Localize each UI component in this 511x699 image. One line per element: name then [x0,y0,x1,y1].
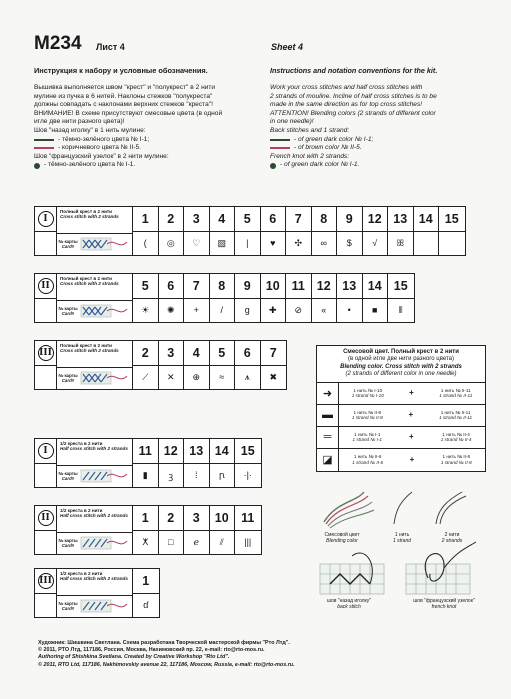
backstitch-brown-line [34,144,264,153]
floss-number: 11 [286,274,311,299]
card-label-ru: № карты [58,373,78,379]
symbol-cell [261,274,287,322]
roman-numeral: I [38,211,54,227]
text-line: - of green dark color № I-1. [280,161,360,169]
strand-a-ru: 1 нить № II-8 [353,409,382,415]
floss-number: 9 [235,274,260,299]
symbol-cell [363,274,389,322]
floss-number: 15 [388,274,414,299]
legend-en: Half cross stitch with 2 strands [60,446,128,452]
blend-symbol-icon: ▬ [317,405,339,426]
symbol-cell [235,341,261,389]
plus-sign: + [409,388,414,398]
symbol-cell [312,207,338,255]
chart-symbol-icon: ⩚ [244,371,250,382]
symbol-cell [235,274,261,322]
symbol-cell [133,506,159,554]
blend-sub-ru: (в одной игле две нити разного цвета) [348,356,454,363]
text-line: ВНИМАНИЕ! В схеме присутствуют смесовые цвета (в одной [34,109,223,117]
chart-symbol-icon: ⁞ [194,470,198,481]
roman-column [35,569,57,617]
kit-code: M234 [34,33,82,54]
roman-column [35,439,57,487]
strand-a-ru: 1 нить № II-6 [353,454,382,460]
floss-number: 12 [159,439,184,464]
roman-column [35,341,57,389]
chart-symbol-icon: $ [346,238,352,249]
floss-number: 5 [210,341,235,366]
chart-symbol-icon: ⊘ [294,304,303,315]
text-line: Шов "назад иголку" в 1 нить мулине: [34,126,146,134]
one-strand-label [382,532,422,544]
text-line: Шов "французский узелок" в 2 нити мулине: [34,152,169,160]
floss-number: 15 [439,207,465,232]
label-en: 2 strands [441,538,463,544]
strand-b-ru: 1 нить № II-11 [440,409,471,415]
brown-swatch [270,147,290,149]
chart-symbol-icon: ꝫ [168,470,174,481]
chart-symbol-icon [439,232,465,256]
chart-symbol-icon: / [220,305,223,316]
legend-ru: Полный крест в 2 нити [60,343,112,348]
chart-symbol-icon: ꕥ [396,237,405,248]
blend-title-ru: Смесовой цвет. Полный крест в 2 нити [343,349,459,355]
floss-number: 15 [235,439,261,464]
chart-symbol-icon: ꞃ [218,469,225,480]
legend-en: Half cross stitch with 2 strands [60,513,128,519]
symbol-cell [184,439,210,487]
chart-symbol-icon: ·|· [243,470,252,481]
floss-number: 13 [388,207,413,232]
legend-column [57,207,133,255]
legend-en: Cross stitch with 2 strands [60,281,119,287]
legend-ru: 1/2 креста в 2 нити [60,571,103,576]
one-strand-icon [394,492,412,524]
chart-symbol-icon: ⫽ [219,536,224,547]
roman-numeral: II [38,278,54,294]
floss-number: 3 [159,341,184,366]
footer-line: © 2011, RTO Ltd, 117186, Nakhimovskiy avenue 22, 117186, Moscow, Russia, e-mail: rto@rto-mos.ru. [38,661,295,668]
legend-ru: 1/2 креста в 2 нити [60,441,103,446]
floss-number: 9 [337,207,362,232]
symbol-cell [337,207,363,255]
footer-line: Художник: Шишкина Светлана. Схема разработана Творческой мастерской фирмы "Рто Лтд". [38,640,290,646]
strand-b-en: 1 strand № II-11 [439,415,473,421]
footer [38,640,295,669]
text-line: - коричневого цвета № II-5. [58,144,141,152]
legend-en: Cross stitch with 2 strands [60,348,119,354]
blend-row [317,449,485,471]
floss-number: 3 [184,207,209,232]
legend-en: Half cross stitch with 2 strands [60,576,128,582]
backstitch-label [306,598,392,610]
strand-b-ru: 1 нить № II-8 [442,454,471,460]
symbol-table-half-III [34,568,160,618]
strand-a-en: 1 strand № I-1 [352,437,382,443]
chart-symbol-icon: ⦀ [398,304,403,315]
text-line: Back stitches and 1 strand: [270,126,350,134]
label-ru: 2 нити [444,532,460,538]
symbol-table-full-II [34,273,415,323]
symbol-cell [439,207,465,255]
floss-number: 6 [235,341,260,366]
chart-symbol-icon: □ [168,537,174,548]
backstitch-green-line [34,136,264,145]
floss-number: 2 [159,207,184,232]
symbol-cell [133,439,159,487]
blend-symbol-icon: ◪ [317,449,339,471]
floss-number: 7 [184,274,209,299]
strand-b-ru: 1 нить № II-4 [442,431,470,437]
card-label-en: Card# [61,606,75,612]
fabric-grid-backstitch [320,564,384,594]
text-line: - of green dark color № I-1; [294,135,374,143]
label-ru: шов "французский узелок" [413,598,475,604]
chart-symbol-icon: ℯ [193,536,199,547]
text-line: ATTENTION! Blending colors (2 strands of different color [270,109,436,117]
strand-a-en: 1 strand № II-8 [351,415,383,421]
footer-line: © 2011, РТО Лтд, 117186, Россия, Москва, Нахимовский пр. 22, e-mail: rto@rto-mos.ru. [38,647,265,654]
chart-symbol-icon: • [347,305,351,316]
floss-number: 4 [184,341,209,366]
symbol-cell [235,506,261,554]
blend-row [317,405,485,427]
chart-symbol-icon: ■ [372,305,378,316]
symbol-cell [184,207,210,255]
knot-line [34,161,264,170]
text-line: - of brown color № II-5. [294,144,362,152]
text-line: мулине из пучка в 6 нитей. Наклоны стежков "полукреста" [34,92,213,100]
green-swatch [34,139,54,141]
floss-number: 14 [363,274,388,299]
label-en: back stitch [337,604,361,610]
chart-symbol-icon: ⵅ [142,536,149,547]
text-line: in one needle)! [270,118,314,126]
floss-number: 8 [312,207,337,232]
stitch-sample-icon [79,596,129,616]
chart-symbol-icon: « [321,305,327,316]
roman-numeral: I [38,443,54,459]
symbol-cell [159,439,185,487]
stitch-sample-icon [79,466,129,486]
legend-column [57,506,133,554]
roman-column [35,207,57,255]
symbol-cell [210,439,236,487]
symbol-cell [184,341,210,389]
knot-dot-icon [34,163,40,169]
plus-sign: + [409,432,414,442]
floss-number: 3 [184,506,209,531]
floss-number: 5 [235,207,260,232]
chart-symbol-icon: | [246,238,249,249]
green-swatch [270,139,290,141]
legend-en: Cross stitch with 2 strands [60,214,119,220]
stitch-sample-icon [79,234,129,254]
chart-symbol-icon: ( [143,238,147,249]
blend-symbol-icon: ═ [317,427,339,448]
chart-symbol-icon: ♡ [192,237,201,248]
plus-sign: + [408,410,414,420]
strand-b-en: 1 strand № II-11 [439,393,473,399]
floss-number: 14 [210,439,235,464]
text-line: Вышивка выполняется швом "крест" и "полукрест" в 2 нити [34,84,216,91]
symbol-cell [159,274,185,322]
symbol-cell [414,207,440,255]
strand-b-en: 1 strand № II-8 [440,459,472,465]
card-label-ru: № карты [58,239,78,245]
symbol-cell [235,439,261,487]
card-label-ru: № карты [58,306,78,312]
symbol-cell [210,274,236,322]
blend-row [317,427,485,449]
chart-symbol-icon: ɗ [143,600,149,611]
legend-ru: Полный крест в 2 нити [60,209,112,214]
legend-column [57,569,133,617]
floss-number: 6 [159,274,184,299]
symbol-cell [286,207,312,255]
roman-numeral: III [38,573,54,589]
symbol-cell [133,569,159,617]
card-label-ru: № карты [58,601,78,607]
blend-row [317,383,485,405]
chart-symbol-icon: ∞ [320,238,327,249]
symbol-cell [286,274,312,322]
knot-line [270,161,500,170]
subtitle-en: Instructions and notation conventions for the kit. [270,66,438,75]
symbol-cell [312,274,338,322]
chart-symbol-icon: √ [372,238,378,249]
label-ru: Смесовой цвет [324,532,360,538]
floss-number: 4 [210,207,235,232]
symbol-table-half-I [34,438,262,488]
instructions-ru [34,84,264,170]
floss-number: 11 [235,506,261,531]
text-line: - тёмно-зелёного цвета № I-1; [58,135,150,143]
blend-header [317,346,485,383]
symbol-cell [133,274,159,322]
chart-symbol-icon: ||| [244,537,252,548]
legend-column [57,274,133,322]
floss-number: 1 [133,207,158,232]
chart-symbol-icon: ✺ [166,304,175,315]
chart-symbol-icon: ⟋ [142,371,149,382]
knot-dot-icon [270,163,276,169]
strand-a-ru: 1 нить № I-10 [353,387,383,393]
floss-number: 11 [133,439,158,464]
floss-number: 14 [414,207,439,232]
stitch-sample-icon [79,533,129,553]
symbol-cell [210,506,236,554]
symbol-table-half-II [34,505,262,555]
chart-symbol-icon: ♥ [270,238,276,249]
subtitle-ru: Инструкция к набору и условные обозначения. [34,66,208,75]
chart-symbol-icon: ▮ [142,469,148,480]
card-label-en: Card# [61,311,75,317]
blending-strands-icon [324,492,374,528]
strand-b-en: 1 strand № II-4 [440,437,472,443]
symbol-table-full-I [34,206,466,256]
text-line: made in the same direction as for top cross stitches! [270,101,423,109]
roman-numeral: III [38,345,54,361]
symbol-cell [210,207,236,255]
legend-ru: Полный крест в 2 нити [60,276,112,281]
blend-table [316,345,486,472]
strand-a-ru: 1 нить № I-1 [354,431,381,437]
card-label-en: Card# [61,543,75,549]
roman-numeral: II [38,510,54,526]
strand-b-ru: 1 нить № II-11 [440,387,471,393]
symbol-cell [159,207,185,255]
chart-symbol-icon: ✖ [269,371,278,382]
instructions-en [270,84,500,170]
chart-symbol-icon: ≈ [219,372,225,383]
chart-symbol-icon: ✕ [166,371,175,382]
card-label-en: Card# [61,244,75,250]
symbol-cell [388,274,414,322]
floss-number: 13 [184,439,209,464]
floss-number: 12 [312,274,337,299]
floss-number: 8 [210,274,235,299]
roman-column [35,506,57,554]
chart-symbol-icon: ☀ [141,304,150,315]
label-en: Blending color [326,538,358,544]
strand-a-en: 1 strand № I-10 [351,393,384,399]
stitch-sample-icon [79,301,129,321]
symbol-cell [159,506,185,554]
chart-symbol-icon: ⊕ [192,371,201,382]
symbol-cell [363,207,389,255]
symbol-cell [184,274,210,322]
chart-symbol-icon [414,232,439,256]
two-strands-icon [436,492,466,524]
backstitch-green-line [270,136,500,145]
floss-number: 1 [133,506,158,531]
card-label-en: Card# [61,378,75,384]
text-line: Work your cross stitches and half cross stitches with [270,84,423,91]
floss-number: 5 [133,274,158,299]
strand-a-en: 1 strand № II-6 [352,459,384,465]
label-en: 1 strand [392,538,412,544]
legend-column [57,341,133,389]
symbol-cell [210,341,236,389]
floss-number: 1 [133,569,159,594]
brown-swatch [34,147,54,149]
symbol-cell [261,207,287,255]
roman-column [35,274,57,322]
chart-symbol-icon: ✣ [294,237,303,248]
symbol-table-full-III [34,340,287,390]
blend-demo-label [312,532,372,544]
floss-number: 13 [337,274,362,299]
chart-symbol-icon: g [244,305,250,316]
text-line: - тёмно-зелёного цвета № I-1. [44,161,136,169]
sheet-label-ru: Лист 4 [96,42,125,52]
text-line: игле две нити разного цвета)! [34,118,125,126]
symbol-cell [388,207,414,255]
blend-title-en: Blending color. Cross stitch with 2 strands [340,363,462,370]
label-ru: шов "назад иголку" [326,598,372,604]
plus-sign: + [409,454,415,464]
chart-symbol-icon: + [193,305,199,316]
text-line: French knot with 2 strands: [270,152,350,160]
symbol-cell [337,274,363,322]
symbol-cell [235,207,261,255]
floss-number: 6 [261,207,286,232]
two-strands-label [430,532,474,544]
symbol-cell [133,207,159,255]
floss-number: 12 [363,207,388,232]
floss-number: 10 [261,274,286,299]
legend-ru: 1/2 креста в 2 нити [60,508,103,513]
stitch-sample-icon [79,368,129,388]
chart-symbol-icon: ◎ [166,237,175,248]
symbol-cell [261,341,287,389]
floss-number: 7 [261,341,287,366]
symbol-cell [133,341,159,389]
card-label-ru: № карты [58,538,78,544]
label-en: french knot [431,604,457,610]
floss-number: 10 [210,506,235,531]
floss-number: 2 [133,341,158,366]
blend-symbol-icon: ➜ [317,383,339,404]
backstitch-brown-line [270,144,500,153]
text-line: должны совпадать с наклонами верхних стежков "креста"! [34,101,213,109]
label-ru: 1 нить [394,532,410,538]
legend-column [57,439,133,487]
text-line: 2 strands of mouline. Incline of half cross stitches is to be [270,92,437,100]
floss-number: 7 [286,207,311,232]
symbol-cell [184,506,210,554]
floss-number: 2 [159,506,184,531]
french-knot-label [392,598,496,610]
footer-line: Authoring of Shishkina Svetlana. Created by Creative Workshop "Rto Ltd". [38,654,230,661]
chart-symbol-icon: ▧ [217,237,226,248]
chart-symbol-icon: ✚ [268,304,277,315]
symbol-cell [159,341,185,389]
sheet-label-en: Sheet 4 [271,42,304,52]
card-label-en: Card# [61,476,75,482]
card-label-ru: № карты [58,471,78,477]
blend-sub-en: (2 strands of different color in one needle) [345,371,457,378]
